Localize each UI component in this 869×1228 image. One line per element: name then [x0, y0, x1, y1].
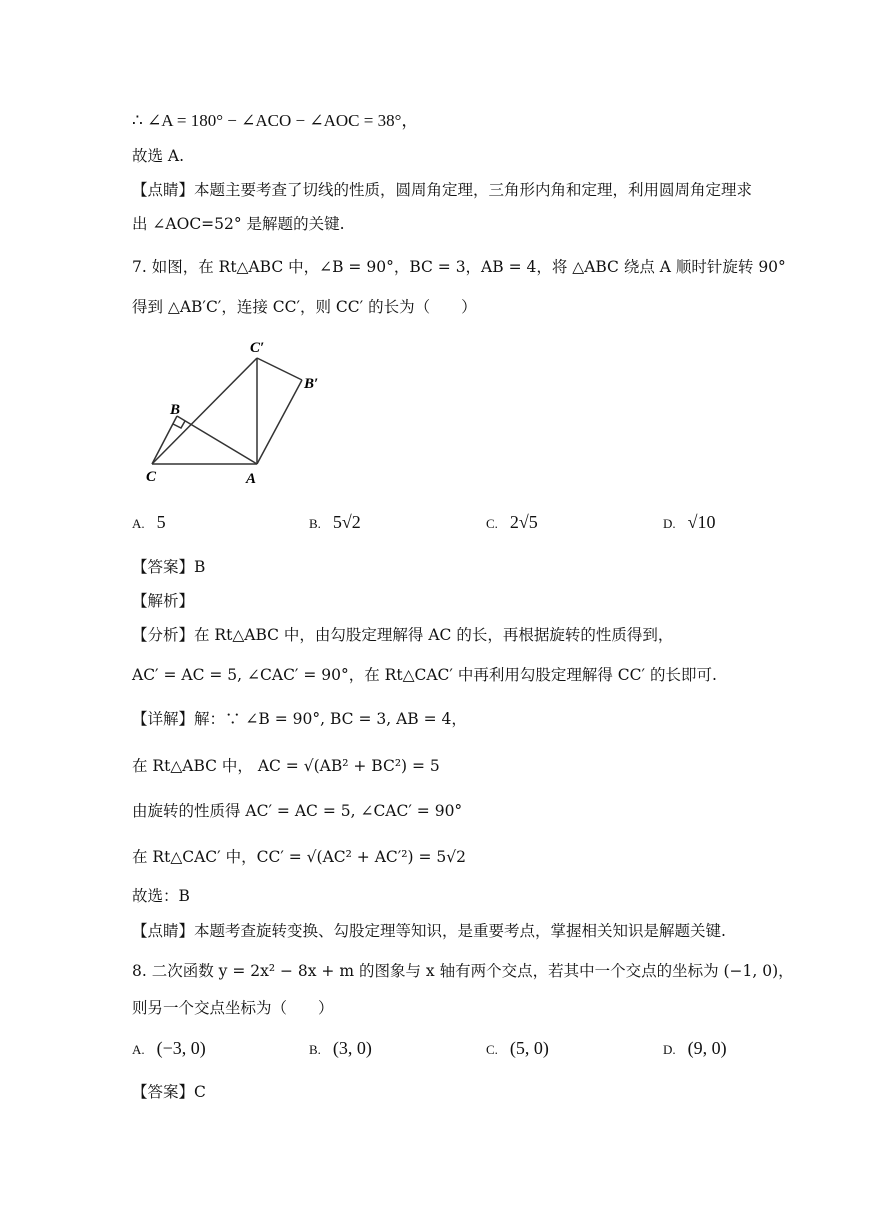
q7-option-b	[309, 512, 361, 533]
line-comment-2: 出 ∠AOC=52° 是解题的关键.	[132, 215, 345, 233]
label-B-prime: B′	[304, 376, 319, 392]
q8-option-a	[132, 1038, 206, 1059]
q7-option-d	[663, 512, 716, 533]
q8-option-b	[309, 1038, 372, 1059]
label-C-prime: C′	[250, 340, 265, 356]
q7-option-d-value: √10	[687, 512, 716, 532]
q8-option-d-label: D.	[663, 1042, 676, 1057]
q7-step-2: 由旋转的性质得 AC′ = AC = 5, ∠CAC′ = 90°	[132, 802, 463, 820]
line-conclusion: ∴ ∠A = 180° − ∠ACO − ∠AOC = 38°，	[132, 111, 419, 130]
q7-analysis-2: AC′ = AC = 5, ∠CAC′ = 90°，在 Rt△CAC′ 中再利用勾股定理解得 CC′ 的长即可.	[132, 666, 717, 684]
q7-analysis: 【分析】在 Rt△ABC 中，由勾股定理解得 AC 的长，再根据旋转的性质得到，	[132, 626, 674, 644]
label-B: B	[170, 402, 181, 418]
q7-analysis-heading: 【解析】	[132, 592, 195, 610]
edge-CC-prime	[152, 358, 257, 464]
edge-B-prime-C-prime	[257, 358, 302, 380]
q8-option-d-value: (9, 0)	[687, 1038, 727, 1058]
q7-option-c-label: C.	[486, 516, 498, 531]
q8-option-c	[486, 1038, 549, 1059]
q7-option-a-value: 5	[156, 512, 166, 532]
rotation-figure	[140, 336, 340, 488]
q7-detail: 【详解】解：∵ ∠B = 90°, BC = 3, AB = 4，	[132, 710, 467, 728]
q7-step-3: 在 Rt△CAC′ 中，CC′ = √(AC² + AC′²) = 5√2	[132, 848, 466, 866]
q7-option-c	[486, 512, 538, 533]
line-choice: 故选 A.	[132, 147, 185, 165]
q7-option-b-value: 5√2	[332, 512, 361, 532]
q7-option-b-label: B.	[309, 516, 321, 531]
right-angle-mark	[173, 421, 185, 428]
q8-option-c-label: C.	[486, 1042, 498, 1057]
edge-CB	[152, 416, 177, 464]
q7-comment: 【点睛】本题考查旋转变换、勾股定理等知识，是重要考点，掌握相关知识是解题关键.	[132, 922, 726, 940]
q8-option-b-value: (3, 0)	[332, 1038, 372, 1058]
q7-step-1: 在 Rt△ABC 中， AC = √(AB² + BC²) = 5	[132, 757, 440, 775]
q7-option-a	[132, 512, 166, 533]
label-C: C	[146, 469, 157, 485]
question-8-text: 8. 二次函数 y = 2x² − 8x + m 的图象与 x 轴有两个交点，若其中一个交点的坐标为 (−1, 0)，	[132, 962, 794, 980]
question-7-text-2: 得到 △AB′C′，连接 CC′，则 CC′ 的长为（ ）	[132, 298, 477, 316]
edge-AB-prime	[257, 380, 302, 464]
q8-option-b-label: B.	[309, 1042, 321, 1057]
q8-answer: 【答案】C	[132, 1083, 206, 1101]
edge-BA	[177, 416, 257, 464]
q7-choice: 故选：B	[132, 887, 190, 905]
label-A: A	[246, 471, 257, 487]
q7-option-c-value: 2√5	[509, 512, 538, 532]
line-comment-1: 【点睛】本题主要考查了切线的性质，圆周角定理，三角形内角和定理，利用圆周角定理求	[132, 181, 753, 199]
question-8-text-2: 则另一个交点坐标为（ ）	[132, 999, 334, 1017]
q7-option-a-label: A.	[132, 516, 145, 531]
question-7-text: 7. 如图，在 Rt△ABC 中，∠B = 90°，BC = 3，AB = 4，将 △ABC 绕点 A 顺时针旋转 90°	[132, 258, 786, 276]
q7-answer: 【答案】B	[132, 558, 206, 576]
q7-option-d-label: D.	[663, 516, 676, 531]
q8-option-a-value: (−3, 0)	[156, 1038, 206, 1058]
q8-option-a-label: A.	[132, 1042, 145, 1057]
q8-option-d	[663, 1038, 727, 1059]
q8-option-c-value: (5, 0)	[509, 1038, 549, 1058]
